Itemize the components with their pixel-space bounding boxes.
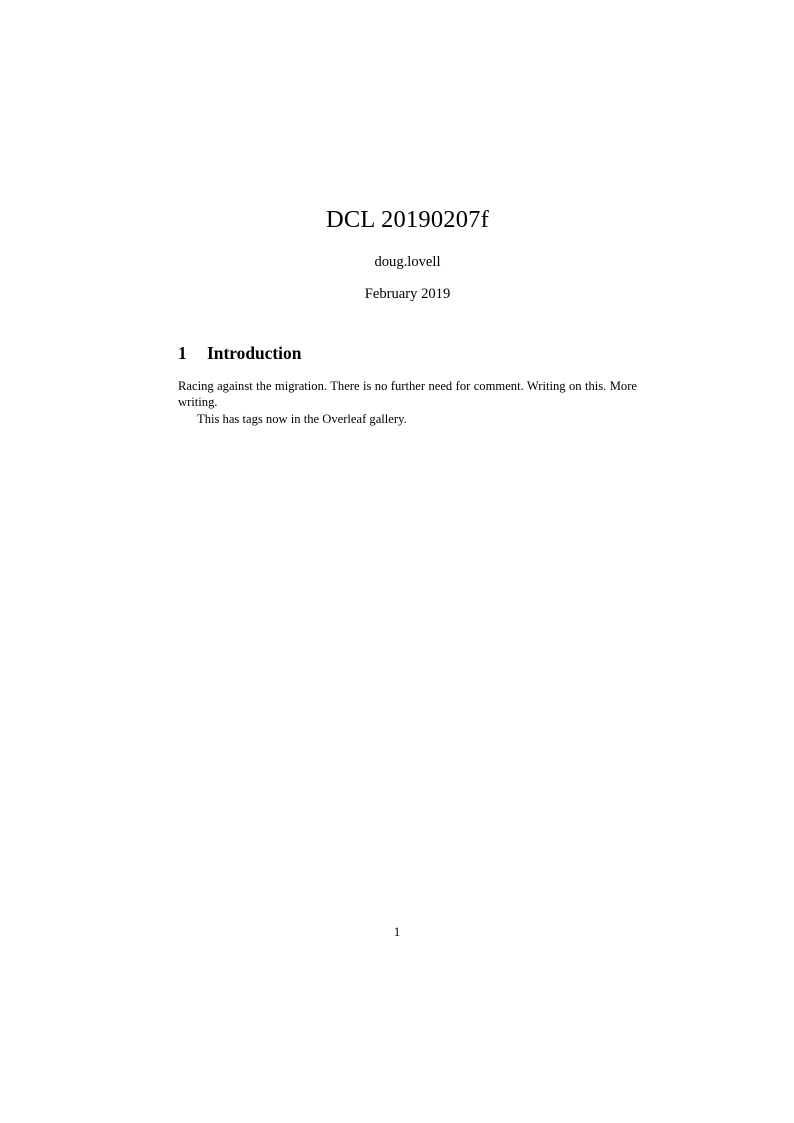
page-number: 1 xyxy=(393,925,401,939)
paragraph-1: Racing against the migration. There is no further need for comment. Writing on this. More writing. xyxy=(178,379,637,410)
paragraph-2: This has tags now in the Overleaf gallery. xyxy=(197,411,407,426)
document-date: February 2019 xyxy=(364,285,451,302)
section-number: 1 xyxy=(178,343,187,364)
section-heading-introduction xyxy=(178,343,637,364)
section-title: Introduction xyxy=(207,343,302,364)
document-author: doug.lovell xyxy=(374,254,441,271)
page-content xyxy=(178,0,637,427)
document-title: DCL 20190207f xyxy=(326,206,489,233)
